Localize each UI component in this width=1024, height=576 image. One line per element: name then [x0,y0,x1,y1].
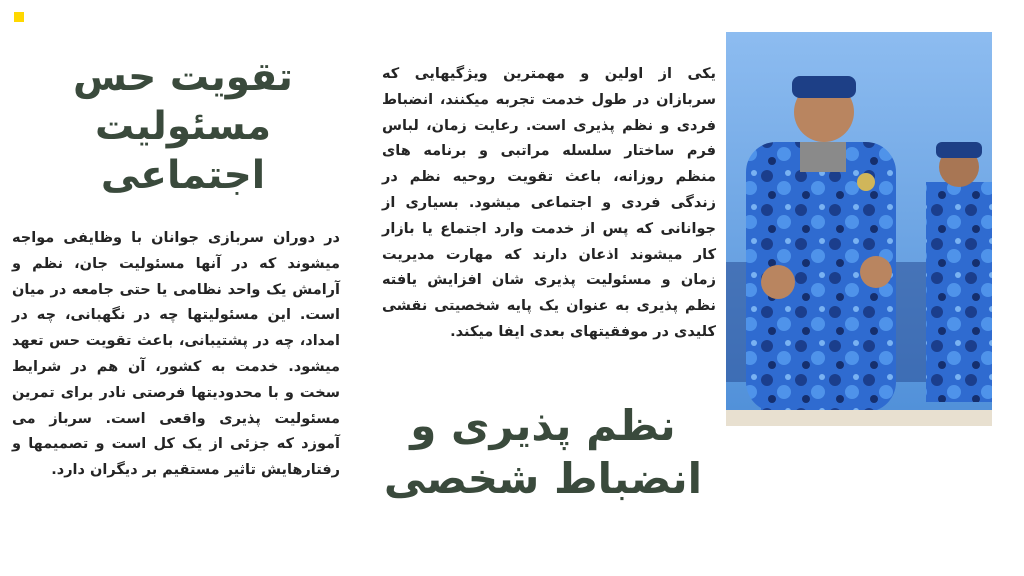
heading-line: انضباط شخصی [383,453,703,503]
discipline-heading [378,400,708,505]
accent-square [14,12,24,22]
social-responsibility-heading [12,54,354,200]
heading-line: مسئولیت اجتماعی [94,103,272,198]
heading-line: تقویت حس [73,55,293,100]
discipline-paragraph: یکی از اولین و مهمترین ویژگیهایی که سربازان در طول خدمت تجربه میکنند، انضباط فردی و نظم پذیری است. رعایت زمان، لباس فرم ساختار سلسله مراتبی و برنامه های منظم روزانه، باعث تقویت روحیه نظم در زندگی فردی و اجتماعی میشود. بسیاری از جوانانی که پس از خدمت وارد اجتماع یا بازار کار میشوند اذعان دارند که مهارت مدیریت زمان و مسئولیت پذیری شان افزایش یافته نظم پذیری به عنوان یک پایه شخصیتی نقشی کلیدی در موفقیتهای بعدی ایفا میکند. [382,66,716,340]
soldiers-illustration [726,32,992,426]
heading-line: نظم پذیری و [410,401,676,450]
soldiers-photo [726,32,992,426]
social-responsibility-paragraph: در دوران سربازی جوانان با وظایفی مواجه میشوند که در آنها مسئولیت جان، نظم و آرامش یک واحد نظامی یا حتی جامعه در میان است. این مسئولیتها چه در نگهبانی، چه در امداد، چه در پشتیبانی، باعث تقویت حس تعهد میشود. خدمت به کشور، آن هم در شرایط سخت و با محدودیتها فرصتی نادر برای تمرین مسئولیت پذیری واقعی است. سرباز می آموزد که جزئی از یک کل است و تصمیمها و رفتارهایش تاثیر مستقیم بر دیگران دارد. [12,230,340,479]
